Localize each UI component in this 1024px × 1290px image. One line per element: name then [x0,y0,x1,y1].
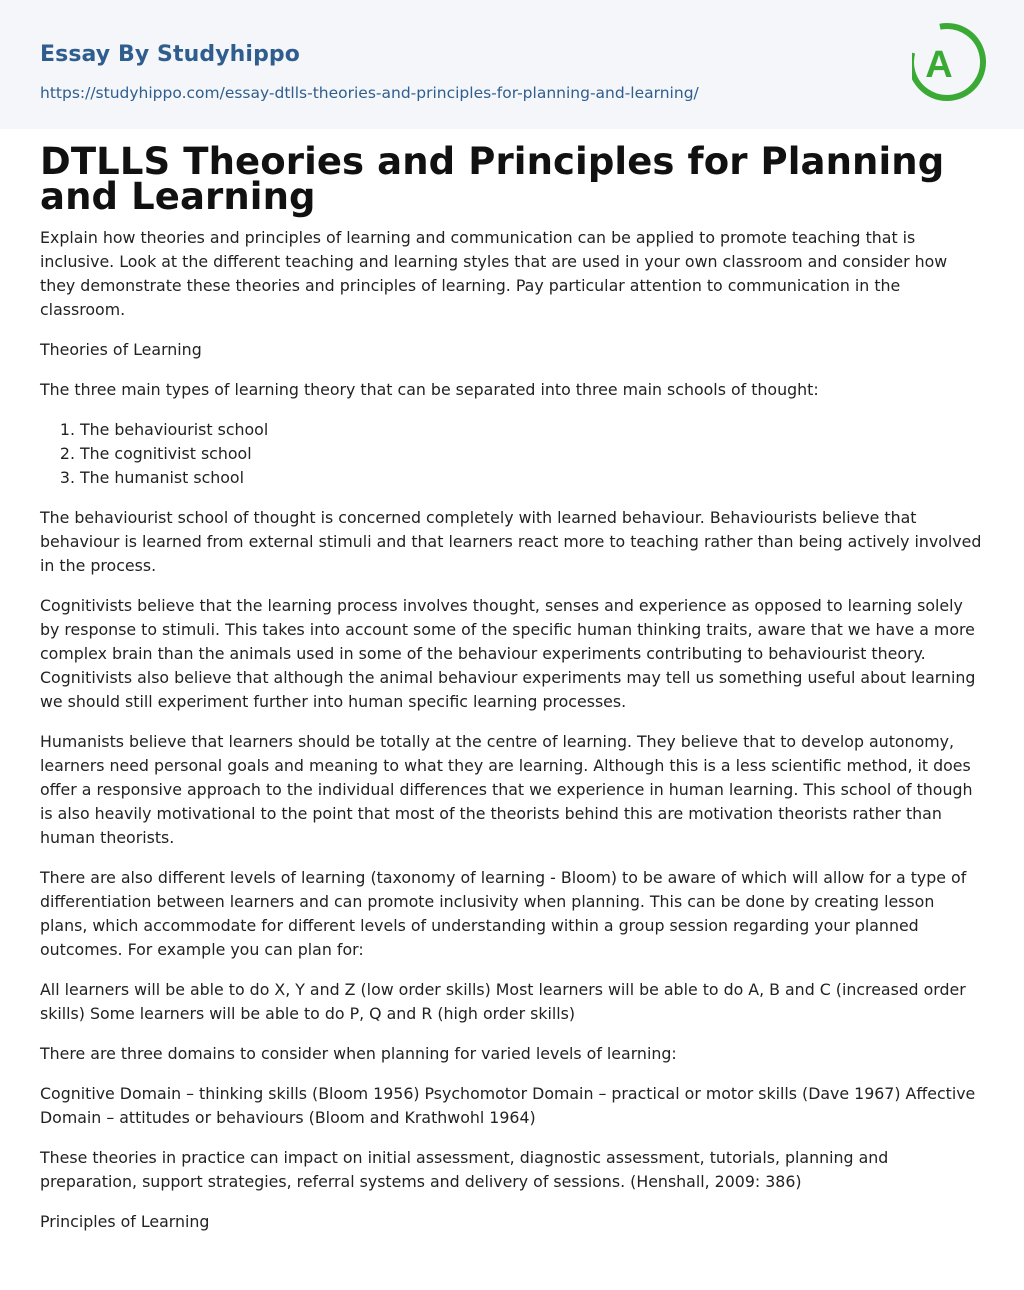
levels-paragraph: There are also different levels of learning (taxonomy of learning - Bloom) to be aware of which will allow for a type of differentiation between learners and can promote inclusivity when planning. This can be done by creating lesson plans, which accommodate for different levels of understanding within a group session regarding your planned outcomes. For example you can plan for: [40,868,967,959]
types-intro-paragraph: The three main types of learning theory that can be separated into three main schools of thought: [40,380,819,399]
practice-paragraph: These theories in practice can impact on initial assessment, diagnostic assessment, tutorials, planning and preparation, support strategies, referral systems and delivery of sessions. (Henshall, 2009: 386) [40,1148,889,1191]
cognitivist-paragraph: Cognitivists believe that the learning process involves thought, senses and experience as opposed to learning solely by response to stimuli. This takes into account some of the specific human thinking traits, aware that we have a more complex brain than the animals used in some of the behaviour experiments contributing to behaviourist theory. Cognitivists also believe that although the animal behaviour experiments may tell us something useful about learning we should still experiment further into human specific learning processes. [40,596,976,711]
intro-paragraph: Explain how theories and principles of learning and communication can be applied to promote teaching that is inclusive. Look at the different teaching and learning styles that are used in your own classroom and consider how they demonstrate these theories and principles of learning. Pay particular attention to communication in the classroom. [40,228,948,319]
list-item: 1. The behaviourist school [80,418,984,442]
studyhippo-logo-icon[interactable] [912,18,986,106]
article-body [40,140,984,1250]
section-heading-theories: Theories of Learning [40,340,202,359]
list-item: 3. The humanist school [80,466,984,490]
domains-paragraph: Cognitive Domain – thinking skills (Bloom 1956) Psychomotor Domain – practical or motor skills (Dave 1967) Affective Domain – attitudes or behaviours (Bloom and Krathwohl 1964) [40,1084,976,1127]
domains-intro-paragraph: There are three domains to consider when planning for varied levels of learning: [40,1044,677,1063]
learners-paragraph: All learners will be able to do X, Y and Z (low order skills) Most learners will be able to do A, B and C (increased order skills) Some learners will be able to do P, Q and R (high order skills) [40,980,966,1023]
list-item: 2. The cognitivist school [80,442,984,466]
page-url-link[interactable]: https://studyhippo.com/essay-dtlls-theories-and-principles-for-planning-and-learning/ [40,84,699,102]
site-header [0,0,1024,129]
logo-letter: A [925,44,953,86]
schools-list [40,418,984,490]
humanist-paragraph: Humanists believe that learners should be totally at the centre of learning. They believe that to develop autonomy, learners need personal goals and meaning to what they are learning. Although this is a less scientific method, it does offer a responsive approach to the individual differences that we experience in human learning. This school of though is also heavily motivational to the point that most of the theorists behind this are motivation theorists rather than human theorists. [40,732,973,847]
behaviourist-paragraph: The behaviourist school of thought is concerned completely with learned behaviour. Behaviourists believe that behaviour is learned from external stimuli and that learners react more to teaching rather than being actively involved in the process. [40,508,982,575]
article-title: DTLLS Theories and Principles for Planning and Learning [40,140,945,218]
site-brand[interactable]: Essay By Studyhippo [40,42,300,67]
section-heading-principles: Principles of Learning [40,1212,210,1231]
